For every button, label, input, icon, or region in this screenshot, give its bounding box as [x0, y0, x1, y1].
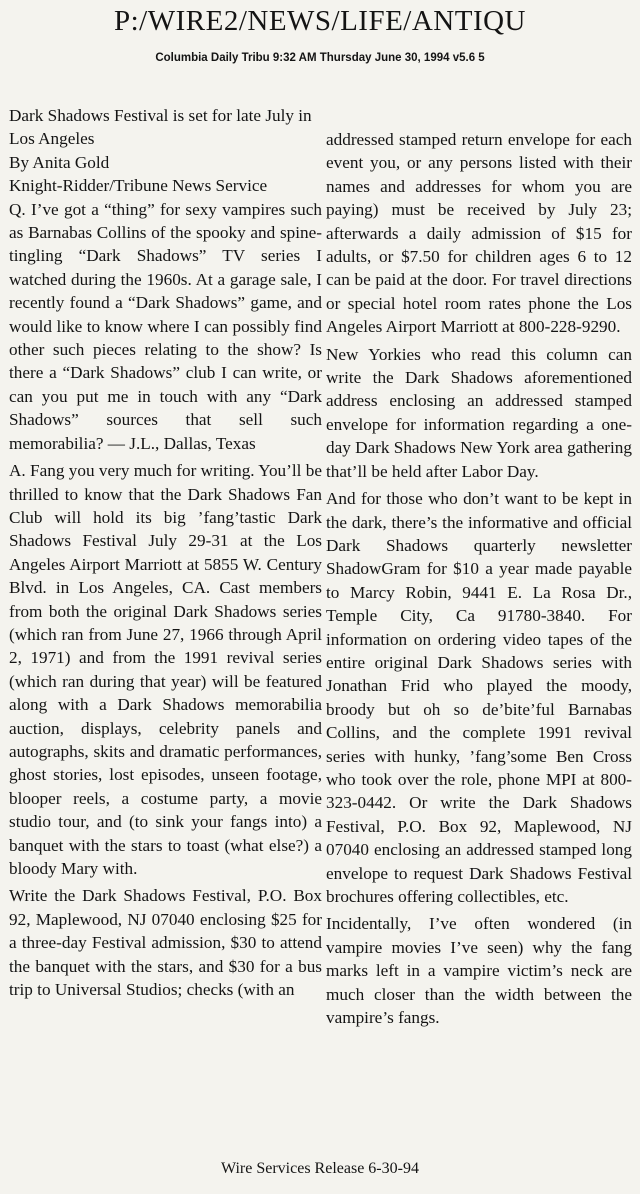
newsletter-paragraph: And for those who don’t want to be kept in the dark, there’s the informative and official Dark Shadows quarterly newsletter ShadowGram for $10 a year made payable to Marcy Robin, 9441 E. La Rosa Dr., Temple City, Ca 91780-3840. For information on ordering video tapes of the entire original Dark Shadows series with Jonathan Frid who played the moody, broody but oh so de’bite’ful Barnabas Collins, and the complete 1991 revival series with hunky, ’fang’some Ben Cross who took over the role, phone MPI at 800-323-0442. Or write the Dark Shadows Festival, P.O. Box 92, Maplewood, NJ 07040 enclosing an addressed stamped long envelope to request Dark Shadows Festival brochures offering collectibles, etc.: [326, 489, 632, 906]
byline: By Anita Gold: [9, 152, 110, 172]
closing-paragraph: Incidentally, I’ve often wondered (in vampire movies I’ve seen) why the fang marks left in a vampire victim’s neck are much closer than the width between the vampire’s fangs.: [326, 914, 632, 1028]
file-path-slug: P:/WIRE2/NEWS/LIFE/ANTIQU: [113, 5, 526, 37]
new-york-paragraph: New Yorkies who read this column can write the Dark Shadows aforementioned address enclosing an addressed stamped envelope for information regarding a one-day Dark Shadows New York area gathering that’ll be held after Labor Day.: [326, 344, 632, 481]
edition-timestamp: Columbia Daily Tribu 9:32 AM Thursday June 30, 1994 v5.6 5: [155, 52, 485, 64]
envelope-paragraph: addressed stamped return envelope for each event you, or any persons listed with their names and addresses for whom you are paying) must be received by July 23; afterwards a daily admission of $15 for adults, or $7.50 for children ages 6 to 12 can be paid at the door. For travel directions or special hotel room rates phone the Los Angeles Airport Marriott at 800-228-9290.: [326, 130, 632, 337]
release-footer: Wire Services Release 6-30-94: [221, 1160, 419, 1177]
question-paragraph: Q. I’ve got a “thing” for sexy vampires such as Barnabas Collins of the spooky and spine-tingling “Dark Shadows” TV series I watched during the 1960s. At a garage sale, I recently found a “Dark Shadows” game, and would like to know where I can possibly find other such pieces relating to the show? Is there a “Dark Shadows” club I can write, or can you put me in touch with any “Dark Shadows” sources that sell such memorabilia? — J.L., Dallas, Texas: [9, 199, 322, 453]
article-column-right: [326, 128, 632, 1029]
headline: Dark Shadows Festival is set for late July in Los Angeles: [9, 106, 312, 149]
festival-address-paragraph: Write the Dark Shadows Festival, P.O. Box 92, Maplewood, NJ 07040 enclosing $25 for a three-day Festival admission, $30 to attend the banquet with the stars, and $30 for a bus trip to Universal Studios; checks (with an: [9, 886, 322, 1000]
answer-paragraph: A. Fang you very much for writing. You’ll be thrilled to know that the Dark Shadows Fan Club will hold its big ’fang’tastic Dark Shadows Festival July 29-31 at the Los Angeles Airport Marriott at 5855 W. Century Blvd. in Los Angeles, CA. Cast members from both the original Dark Shadows series (which ran from June 27, 1966 through April 2, 1971) and from the 1991 revival series (which ran during that year) will be featured along with a Dark Shadows memorabilia auction, displays, celebrity panels and autographs, skits and dramatic performances, ghost stories, lost episodes, unseen footage, blooper reels, a costume party, a movie studio tour, and (to sink your fangs into) a banquet with the stars to toast (what else?) a bloody Mary with.: [9, 461, 322, 878]
news-service: Knight-Ridder/Tribune News Service: [9, 176, 268, 196]
article-column-left: [9, 104, 322, 1001]
